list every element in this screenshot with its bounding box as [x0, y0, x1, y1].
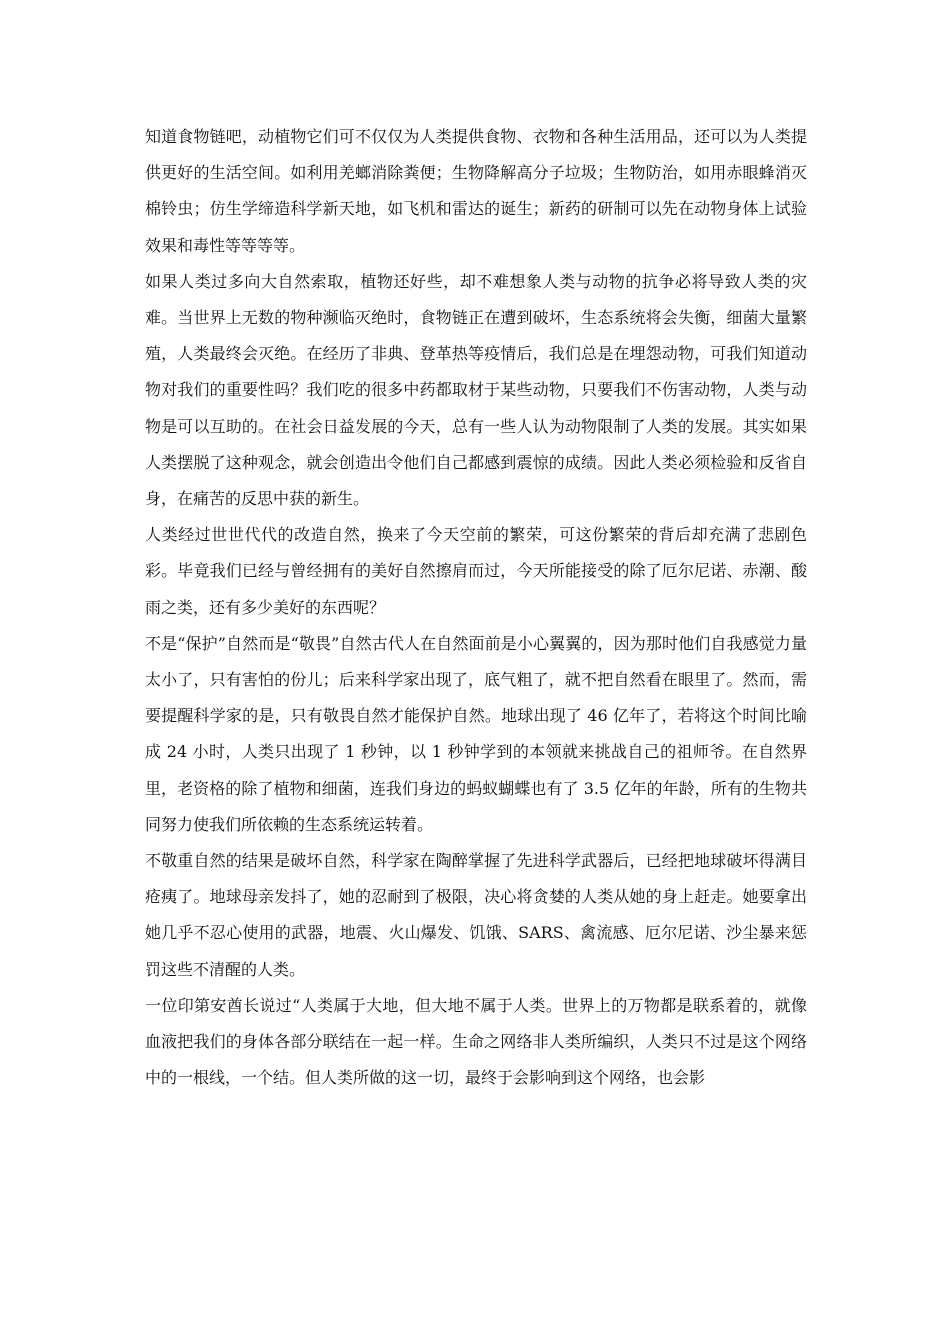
- document-body: [145, 119, 807, 1096]
- paragraph-consequences: 不敬重自然的结果是破坏自然，科学家在陶醉掌握了先进科学武器后，已经把地球破坏得满目疮痍了。地球母亲发抖了，她的忍耐到了极限，决心将贪婪的人类从她的身上赶走。她要拿出她几乎不忍心使用的武器，地震、火山爆发、饥饿、SARS、禽流感、厄尔尼诺、沙尘暴来惩罚这些不清醒的人类。: [145, 851, 807, 979]
- paragraph-overexploitation: 如果人类过多向大自然索取，植物还好些，却不难想象人类与动物的抗争必将导致人类的灾难。当世界上无数的物种濒临灭绝时，食物链正在遭到破坏，生态系统将会失衡，细菌大量繁殖，人类最终会灭绝。在经历了非典、登革热等疫情后，我们总是在埋怨动物，可我们知道动物对我们的重要性吗？我们吃的很多中药都取材于某些动物，只要我们不伤害动物，人类与动物是可以互助的。在社会日益发展的今天，总有一些人认为动物限制了人类的发展。其实如果人类摆脱了这种观念，就会创造出令他们自己都感到震惊的成绩。因此人类必须检验和反省自身，在痛苦的反思中获的新生。: [145, 271, 807, 509]
- paragraph-food-chain: 知道食物链吧，动植物它们可不仅仅为人类提供食物、衣物和各种生活用品，还可以为人类提供更好的生活空间。如利用羌螂消除粪便；生物降解高分子垃圾；生物防治，如用赤眼蜂消灭棉铃虫；仿生学缔造科学新天地，如飞机和雷达的诞生；新药的研制可以先在动物身体上试验效果和毒性等等等等。: [145, 127, 807, 255]
- paragraph-revere-nature: 不是“保护”自然而是“敬畏”自然古代人在自然面前是小心翼翼的，因为那时他们自我感觉力量太小了，只有害怕的份儿；后来科学家出现了，底气粗了，就不把自然看在眼里了。然而，需要提醒科学家的是，只有敬畏自然才能保护自然。地球出现了 46 亿年了，若将这个时间比喻成 24 小时，人类只出现了 1 秒钟，以 1 秒钟学到的本领就来挑战自己的祖师爷。在自然界里，老资格的除了植物和细菌，连我们身边的蚂蚁蝴蝶也有了 3.5 亿年的年龄，所有的生物共同努力使我们所依赖的生态系统运转着。: [145, 633, 807, 834]
- paragraph-indian-chief-quote: 一位印第安酋长说过“人类属于大地，但大地不属于人类。世界上的万物都是联系着的，就像血液把我们的身体各部分联结在一起一样。生命之网络非人类所编织，人类只不过是这个网络中的一根线，一个结。但人类所做的这一切，最终于会影响到这个网络，也会影: [145, 995, 807, 1088]
- paragraph-prosperity: 人类经过世世代代的改造自然，换来了今天空前的繁荣，可这份繁荣的背后却充满了悲剧色彩。毕竟我们已经与曾经拥有的美好自然擦肩而过，今天所能接受的除了厄尔尼诺、赤潮、酸雨之类，还有多少美好的东西呢？: [145, 525, 807, 617]
